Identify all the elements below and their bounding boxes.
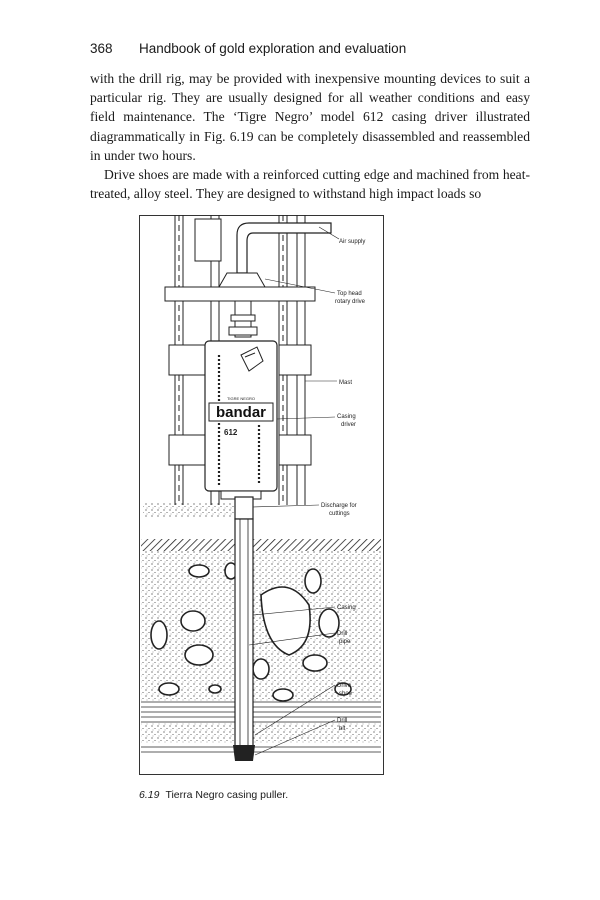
label-drill-pipe-1: Drill — [337, 631, 348, 637]
label-casing-driver-2: driver — [341, 422, 357, 428]
label-discharge-2: cuttings — [329, 511, 350, 517]
casing-and-drill-pipe — [233, 519, 255, 761]
drive-shoe-bit — [233, 745, 255, 761]
mast-block-left — [169, 345, 205, 375]
page-number: 368 — [90, 41, 113, 56]
label-drill-bit-1: Drill — [337, 718, 348, 724]
casing-driver-body — [205, 341, 277, 499]
running-title: Handbook of gold exploration and evaluation — [139, 41, 407, 56]
figure-caption — [139, 789, 439, 801]
device-model: 612 — [224, 428, 238, 437]
label-top-head: Top head — [337, 291, 362, 297]
top-head-crossbar — [165, 287, 315, 301]
figure-casing-driver — [139, 215, 384, 775]
ground-surface — [141, 539, 381, 551]
label-casing: Casing — [337, 605, 356, 611]
label-air-supply: Air supply — [339, 239, 366, 245]
discharge-cuttings — [143, 503, 235, 517]
label-mast: Mast — [339, 380, 353, 386]
label-drill-bit-2: bit — [339, 726, 346, 732]
body-text — [90, 69, 530, 203]
paragraph: with the drill rig, may be provided with inexpensive mounting devices to suit a particular rig. They are usually designed for all weather conditions and easy field maintenance. The ‘Tigre Negro’ model 612 casing driver illustrated diagrammatically in Fig. 6.19 can be completely disassembled and reassembled in under two hours. — [90, 71, 530, 163]
label-drill-pipe-2: pipe — [339, 639, 351, 645]
top-head-rotary-drive — [219, 273, 265, 287]
caption-number: 6.19 — [139, 789, 160, 801]
air-supply-box — [195, 219, 221, 261]
label-rotary-drive: rotary drive — [335, 299, 366, 305]
label-drive-shoe-2: shoe — [339, 691, 353, 697]
device-brand: bandar — [215, 404, 267, 421]
label-casing-driver-1: Casing — [337, 414, 356, 420]
running-header — [90, 41, 530, 61]
mast-block-right — [279, 345, 311, 375]
caption-text: Tierra Negro casing puller. — [165, 789, 289, 801]
casing-driver-diagram — [139, 215, 384, 775]
label-discharge-1: Discharge for — [321, 503, 357, 509]
label-drive-shoe-1: Drive — [337, 683, 352, 689]
device-small-label: TIGRE NEGRO — [226, 396, 256, 401]
paragraph: Drive shoes are made with a reinforced cutting edge and machined from heat-treated, alloy steel. They are designed to withstand high impact loads so — [90, 167, 530, 202]
